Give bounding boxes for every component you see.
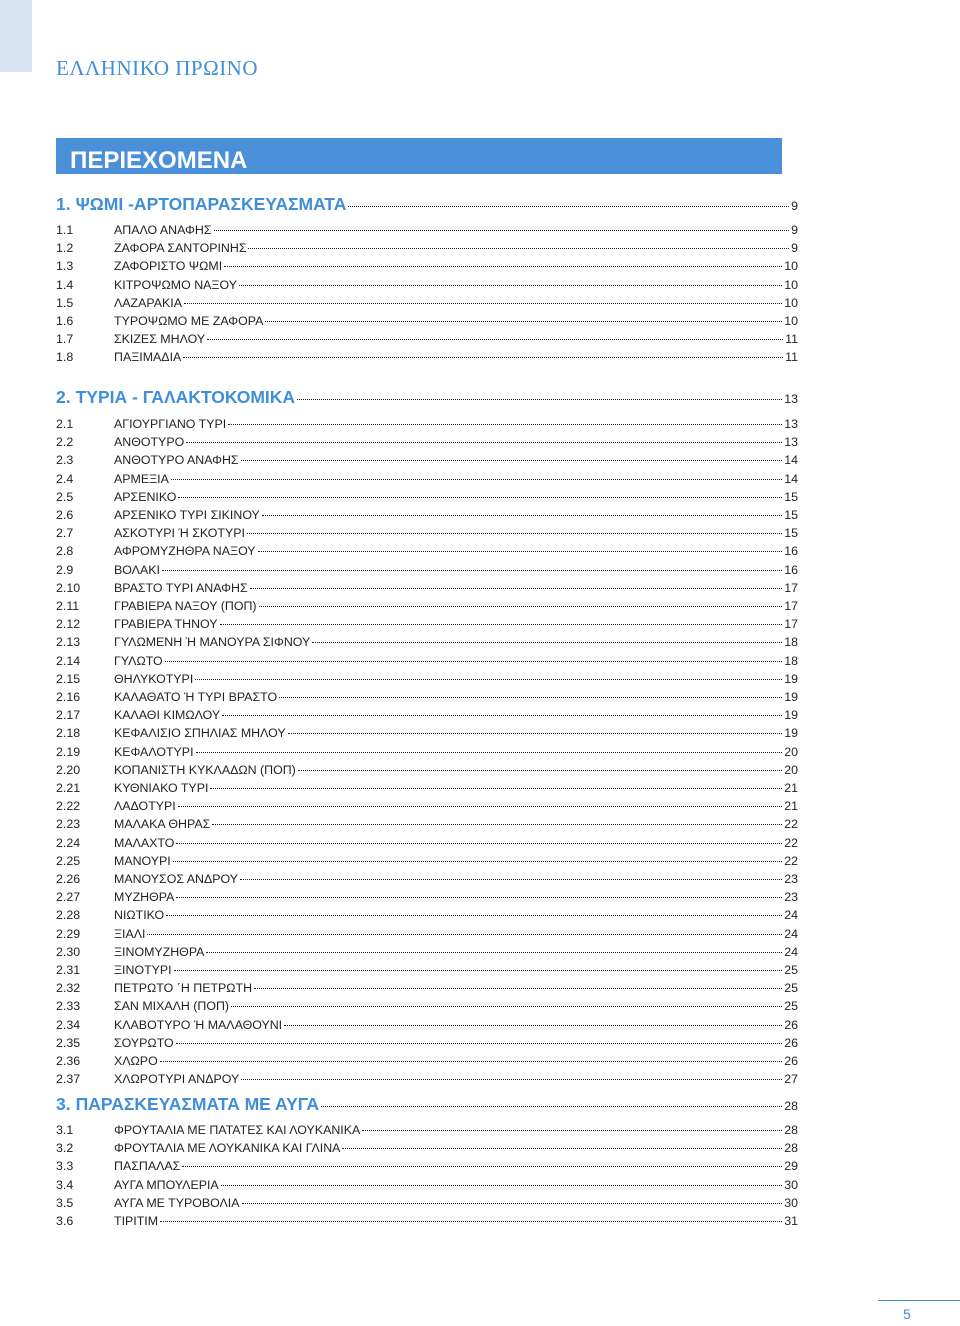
dot-leader: [212, 824, 782, 825]
toc-entry[interactable]: [56, 470, 798, 488]
entry-page: 25: [784, 981, 798, 996]
entry-page: 27: [784, 1072, 798, 1087]
toc-entry[interactable]: [56, 1157, 798, 1175]
entry-number: 2.37: [56, 1072, 81, 1087]
entry-title: ΧΛΩΡΟ: [114, 1054, 158, 1068]
entry-number: 1.7: [56, 332, 74, 347]
section-number: 1.: [56, 194, 71, 214]
entry-number: 2.8: [56, 544, 74, 559]
entry-number: 2.14: [56, 653, 81, 668]
dot-leader: [176, 1043, 783, 1044]
toc-entry[interactable]: [56, 633, 798, 651]
toc-entry[interactable]: [56, 888, 798, 906]
entry-number: 2.10: [56, 580, 81, 595]
dot-leader: [214, 230, 790, 231]
dot-leader: [240, 879, 782, 880]
dot-leader: [160, 1061, 782, 1062]
toc-entry[interactable]: [56, 451, 798, 469]
dot-leader: [241, 1079, 782, 1080]
toc-entry[interactable]: [56, 615, 798, 633]
entry-page: 13: [784, 417, 798, 431]
dot-leader: [248, 248, 789, 249]
toc-entry[interactable]: [56, 348, 798, 366]
entry-title: ΚΥΘΝΙΑΚΟ ΤΥΡΙ: [114, 781, 209, 795]
dot-leader: [254, 988, 782, 989]
dot-leader: [348, 206, 789, 207]
entry-number: 2.5: [56, 489, 74, 504]
toc-entry[interactable]: [56, 239, 798, 257]
entry-number: 2.24: [56, 835, 81, 850]
entry-page: 30: [784, 1195, 798, 1210]
entry-page: 19: [784, 690, 798, 704]
entry-title: ΜΑΝΟΥΣΟΣ ΑΝΔΡΟΥ: [114, 872, 239, 886]
entry-title: ΚΕΦΑΛΙΣΙΟ ΣΠΗΛΙΑΣ ΜΗΛΟΥ: [114, 726, 286, 741]
entry-title: ΚΙΤΡΟΨΩΜΟ ΝΑΞΟΥ: [114, 277, 237, 292]
entry-number: 2.33: [56, 999, 81, 1014]
toc-section-heading[interactable]: [56, 1093, 798, 1115]
entry-page: 23: [784, 890, 798, 905]
entry-page: 10: [784, 277, 798, 292]
entry-number: 1.2: [56, 241, 74, 256]
entry-number: 2.20: [56, 762, 81, 777]
entry-page: 20: [784, 762, 798, 777]
entry-page: 21: [784, 781, 798, 795]
entry-page: 24: [784, 926, 798, 941]
entry-title: ΜΥΖΗΘΡΑ: [114, 890, 175, 905]
toc-entry[interactable]: [56, 724, 798, 742]
dot-leader: [247, 533, 782, 534]
entry-number: 2.22: [56, 799, 81, 814]
entry-number: 2.12: [56, 617, 81, 632]
entry-page: 22: [784, 835, 798, 850]
entry-number: 2.2: [56, 435, 74, 450]
dot-leader: [321, 1106, 782, 1107]
entry-title: ΤΥΡΟΨΩΜΟ ΜΕ ΖΑΦΟΡΑ: [114, 314, 264, 328]
entry-title: ΠΕΤΡΩΤΟ ΄Η ΠΕΤΡΩΤΗ: [114, 981, 253, 996]
dot-leader: [258, 551, 783, 552]
dot-leader: [297, 399, 782, 400]
entry-title: ΚΕΦΑΛΟΤΥΡΙ: [114, 744, 194, 759]
page-number: 5: [903, 1306, 911, 1322]
entry-page: 30: [784, 1177, 798, 1192]
entry-page: 24: [784, 908, 798, 923]
dot-leader: [265, 321, 782, 322]
entry-page: 16: [784, 544, 798, 559]
dot-leader: [342, 1148, 782, 1149]
entry-title: ΑΠΑΛΟ ΑΝΑΦΗΣ: [114, 223, 212, 237]
dot-leader: [279, 697, 782, 698]
entry-title: ΑΝΘΟΤΥΡΟ ΑΝΑΦΗΣ: [114, 453, 239, 468]
dot-leader: [195, 679, 782, 680]
entry-page: 26: [784, 1054, 798, 1068]
entry-page: 17: [784, 617, 798, 632]
dot-leader: [288, 733, 783, 734]
toc-entry[interactable]: [56, 852, 798, 870]
dot-leader: [206, 952, 782, 953]
entry-number: 2.16: [56, 690, 81, 704]
toc-entry[interactable]: [56, 834, 798, 852]
entry-number: 2.29: [56, 926, 81, 941]
dot-leader: [184, 303, 782, 304]
entry-page: 19: [784, 708, 798, 723]
entry-title: ΧΛΩΡΟΤΥΡΙ ΑΝΔΡΟΥ: [114, 1072, 240, 1087]
toc-entry[interactable]: [56, 312, 798, 330]
entry-number: 2.3: [56, 453, 74, 468]
toc-entry[interactable]: [56, 221, 798, 239]
entry-page: 10: [784, 295, 798, 310]
toc-entry[interactable]: [56, 961, 798, 979]
entry-number: 3.1: [56, 1123, 74, 1137]
section-title: ΠΑΡΑΣΚΕΥΑΣΜΑΤΑ ΜΕ ΑΥΓΑ: [75, 1094, 320, 1114]
toc-entry[interactable]: [56, 1121, 798, 1139]
entry-title: ΖΑΦΟΡΙΣΤΟ ΨΩΜΙ: [114, 259, 223, 274]
entry-number: 1.6: [56, 314, 74, 328]
toc-entry[interactable]: [56, 1070, 798, 1088]
toc-entry[interactable]: [56, 706, 798, 724]
entry-page: 16: [784, 562, 798, 577]
dot-leader: [176, 843, 782, 844]
entry-title: ΜΑΛΑΧΤΟ: [114, 835, 175, 850]
dot-leader: [231, 1006, 782, 1007]
dot-leader: [186, 442, 782, 443]
entry-page: 11: [785, 332, 798, 347]
entry-number: 2.15: [56, 671, 81, 686]
entry-number: 2.36: [56, 1054, 81, 1068]
entry-number: 2.26: [56, 872, 81, 886]
entry-number: 3.3: [56, 1159, 74, 1174]
dot-leader: [221, 1185, 783, 1186]
entry-page: 9: [791, 241, 798, 256]
entry-title: ΑΦΡΟΜΥΖΗΘΡΑ ΝΑΞΟΥ: [114, 544, 256, 559]
entry-title: ΒΡΑΣΤΟ ΤΥΡΙ ΑΝΑΦΗΣ: [114, 580, 248, 595]
dot-leader: [166, 915, 782, 916]
dot-leader: [171, 479, 782, 480]
toc-entry[interactable]: [56, 1212, 798, 1230]
entry-number: 3.6: [56, 1214, 74, 1228]
toc-entry[interactable]: [56, 294, 798, 312]
dot-leader: [222, 715, 782, 716]
entry-page: 26: [784, 1017, 798, 1032]
entry-title: ΣΑΝ ΜΙΧΑΛΗ (ΠΟΠ): [114, 999, 230, 1014]
dot-leader: [220, 624, 783, 625]
dot-leader: [174, 970, 783, 971]
dot-leader: [162, 570, 782, 571]
entry-number: 2.34: [56, 1017, 81, 1032]
entry-page: 15: [784, 508, 798, 522]
entry-number: 3.2: [56, 1141, 74, 1156]
toc-entry[interactable]: [56, 870, 798, 888]
entry-title: ΞΙΝΟΜΥΖΗΘΡΑ: [114, 944, 205, 959]
dot-leader: [262, 515, 782, 516]
toc-entry[interactable]: [56, 652, 798, 670]
entry-number: 2.4: [56, 471, 74, 486]
entry-title: ΛΑΖΑΡΑΚΙΑ: [114, 295, 182, 310]
entry-page: 14: [784, 453, 798, 468]
entry-page: 29: [784, 1159, 798, 1174]
toc-entry[interactable]: [56, 415, 798, 433]
entry-number: 2.18: [56, 726, 81, 741]
entry-page: 26: [784, 1035, 798, 1050]
entry-title: ΣΟΥΡΩΤΟ: [114, 1035, 174, 1050]
page-number-rule: [878, 1300, 960, 1301]
dot-leader: [259, 606, 783, 607]
toc-section-heading[interactable]: [56, 193, 798, 215]
entry-page: 21: [784, 799, 798, 814]
entry-page: 9: [791, 223, 798, 237]
entry-title: ΠΑΣΠΑΛΑΣ: [114, 1159, 181, 1174]
entry-title: ΖΑΦΟΡΑ ΣΑΝΤΟΡΙΝΗΣ: [114, 241, 247, 256]
dot-leader: [165, 661, 783, 662]
toc-entry[interactable]: [56, 743, 798, 761]
dot-leader: [241, 460, 783, 461]
entry-title: ΑΥΓΑ ΜΠΟΥΛΕΡΙΑ: [114, 1177, 219, 1192]
entry-title: ΓΥΛΩΤΟ: [114, 653, 163, 668]
entry-number: 1.3: [56, 259, 74, 274]
entry-page: 31: [784, 1214, 798, 1228]
entry-title: ΑΝΘΟΤΥΡΟ: [114, 435, 185, 450]
toc-entry[interactable]: [56, 906, 798, 924]
entry-page: 14: [784, 471, 798, 486]
dot-leader: [298, 770, 782, 771]
toc-entry[interactable]: [56, 597, 798, 615]
entry-number: 2.28: [56, 908, 81, 923]
entry-page: 24: [784, 944, 798, 959]
entry-page: 18: [784, 635, 798, 650]
entry-page: 25: [784, 999, 798, 1014]
entry-title: ΜΑΝΟΥΡΙ: [114, 853, 171, 868]
toc-entry[interactable]: [56, 276, 798, 294]
dot-leader: [178, 497, 782, 498]
entry-page: 18: [784, 653, 798, 668]
dot-leader: [147, 934, 782, 935]
toc-entry[interactable]: [56, 1034, 798, 1052]
entry-number: 2.17: [56, 708, 81, 723]
toc-entry[interactable]: [56, 943, 798, 961]
entry-title: ΑΡΣΕΝΙΚΟ ΤΥΡΙ ΣΙΚΙΝΟΥ: [114, 508, 260, 522]
section-page: 13: [784, 392, 798, 406]
entry-title: ΚΟΠΑΝΙΣΤΗ ΚΥΚΛΑΔΩΝ (ΠΟΠ): [114, 762, 296, 777]
toc-entry[interactable]: [56, 524, 798, 542]
dot-leader: [196, 752, 783, 753]
entry-title: ΑΥΓΑ ΜΕ ΤΥΡΟΒΟΛΙΑ: [114, 1195, 240, 1210]
entry-page: 28: [784, 1123, 798, 1137]
entry-number: 3.5: [56, 1195, 74, 1210]
toc-entry[interactable]: [56, 925, 798, 943]
entry-page: 15: [784, 489, 798, 504]
entry-title: ΤΙΡΙΤΙΜ: [114, 1214, 159, 1228]
toc-header-bar: [56, 138, 782, 174]
entry-number: 2.27: [56, 890, 81, 905]
entry-title: ΞΙΑΛΙ: [114, 926, 146, 941]
entry-number: 1.8: [56, 350, 74, 365]
toc-entry[interactable]: [56, 257, 798, 275]
dot-leader: [239, 285, 782, 286]
entry-page: 19: [784, 671, 798, 686]
toc-entry[interactable]: [56, 1139, 798, 1157]
toc-entry[interactable]: [56, 433, 798, 451]
toc-title: ΠΕΡΙΕΧΟΜΕΝΑ: [70, 147, 248, 174]
toc-entry[interactable]: [56, 761, 798, 779]
section-number: 3.: [56, 1094, 71, 1114]
entry-number: 2.23: [56, 817, 81, 832]
entry-number: 2.30: [56, 944, 81, 959]
entry-title: ΓΡΑΒΙΕΡΑ ΤΗΝΟΥ: [114, 617, 218, 632]
dot-leader: [182, 1166, 782, 1167]
entry-number: 2.31: [56, 963, 81, 977]
dot-leader: [160, 1221, 782, 1222]
toc-entry[interactable]: [56, 579, 798, 597]
entry-number: 1.5: [56, 295, 74, 310]
entry-title: ΣΚΙΖΕΣ ΜΗΛΟΥ: [114, 332, 206, 347]
entry-title: ΘΗΛΥΚΟΤΥΡΙ: [114, 671, 194, 686]
toc-entry[interactable]: [56, 542, 798, 560]
entry-title: ΓΡΑΒΙΕΡΑ ΝΑΞΟΥ (ΠΟΠ): [114, 599, 257, 613]
entry-page: 11: [785, 350, 798, 365]
dot-leader: [362, 1130, 782, 1131]
toc-entry[interactable]: [56, 815, 798, 833]
entry-number: 2.11: [56, 599, 80, 613]
entry-page: 22: [784, 817, 798, 832]
entry-page: 28: [784, 1141, 798, 1156]
entry-page: 19: [784, 726, 798, 741]
dot-leader: [242, 1203, 783, 1204]
entry-title: ΜΑΛΑΚΑ ΘΗΡΑΣ: [114, 817, 211, 832]
entry-number: 2.21: [56, 781, 81, 795]
entry-title: ΝΙΩΤΙΚΟ: [114, 908, 165, 923]
dot-leader: [312, 642, 782, 643]
entry-title: ΦΡΟΥΤΑΛΙΑ ΜΕ ΠΑΤΑΤΕΣ ΚΑΙ ΛΟΥΚΑΝΙΚΑ: [114, 1123, 361, 1137]
book-title: ΕΛΛΗΝΙΚΟ ΠΡΩΙΝΟ: [56, 56, 259, 80]
entry-title: ΦΡΟΥΤΑΛΙΑ ΜΕ ΛΟΥΚΑΝΙΚΑ ΚΑΙ ΓΛΙΝΑ: [114, 1141, 341, 1156]
toc-section-heading[interactable]: [56, 386, 798, 408]
toc-entry[interactable]: [56, 670, 798, 688]
toc-entry[interactable]: [56, 979, 798, 997]
entry-number: 2.19: [56, 744, 81, 759]
entry-number: 2.25: [56, 853, 81, 868]
toc-entry[interactable]: [56, 797, 798, 815]
toc-entry[interactable]: [56, 997, 798, 1015]
entry-page: 15: [784, 526, 798, 541]
corner-tab-decoration: [0, 0, 32, 72]
entry-title: ΑΡΣΕΝΙΚΟ: [114, 489, 177, 504]
entry-title: ΠΑΞΙΜΑΔΙΑ: [114, 350, 182, 365]
dot-leader: [173, 861, 782, 862]
section-page: 28: [784, 1099, 798, 1113]
entry-number: 2.13: [56, 635, 81, 650]
entry-title: ΑΡΜΕΞΙΑ: [114, 471, 169, 486]
section-title: ΤΥΡΙΑ - ΓΑΛΑΚΤΟΚΟΜΙΚΑ: [75, 387, 296, 407]
section-title: ΨΩΜΙ -ΑΡΤΟΠΑΡΑΣΚΕΥΑΣΜΑΤΑ: [75, 194, 347, 214]
entry-title: ΛΑΔΟΤΥΡΙ: [114, 799, 176, 814]
entry-page: 10: [784, 259, 798, 274]
section-page: 9: [791, 199, 798, 213]
section-number: 2.: [56, 387, 71, 407]
dot-leader: [183, 357, 783, 358]
dot-leader: [228, 424, 782, 425]
entry-page: 25: [784, 963, 798, 977]
dot-leader: [224, 266, 782, 267]
toc-entry[interactable]: [56, 688, 798, 706]
entry-title: ΚΑΛΑΘΙ ΚΙΜΩΛΟΥ: [114, 708, 221, 723]
entry-number: 2.9: [56, 562, 74, 577]
entry-title: ΚΛΑΒΟΤΥΡΟ Ή ΜΑΛΑΘΟΥΝΙ: [114, 1017, 283, 1032]
dot-leader: [176, 897, 782, 898]
entry-title: ΞΙΝΟΤΥΡΙ: [114, 963, 172, 977]
entry-page: 23: [784, 872, 798, 886]
toc-entry[interactable]: [56, 1194, 798, 1212]
entry-page: 13: [784, 435, 798, 450]
entry-page: 17: [784, 599, 798, 613]
toc-entry[interactable]: [56, 506, 798, 524]
toc-entry[interactable]: [56, 561, 798, 579]
entry-page: 10: [784, 314, 798, 328]
entry-number: 3.4: [56, 1177, 74, 1192]
dot-leader: [284, 1025, 782, 1026]
toc-entry[interactable]: [56, 1176, 798, 1194]
entry-page: 20: [784, 744, 798, 759]
entry-title: ΑΣΚΟΤΥΡΙ Ή ΣΚΟΤΥΡΙ: [114, 526, 245, 541]
entry-title: ΒΟΛΑΚΙ: [114, 562, 160, 577]
toc-entry[interactable]: [56, 779, 798, 797]
dot-leader: [250, 588, 783, 589]
entry-page: 17: [784, 580, 798, 595]
entry-number: 2.7: [56, 526, 74, 541]
entry-title: ΓΥΛΩΜΕΝΗ Ή ΜΑΝΟΥΡΑ ΣΙΦΝΟΥ: [114, 635, 311, 650]
entry-number: 1.1: [56, 223, 74, 237]
toc-entry[interactable]: [56, 1016, 798, 1034]
toc-entry[interactable]: [56, 488, 798, 506]
toc-entry[interactable]: [56, 1052, 798, 1070]
entry-page: 22: [784, 853, 798, 868]
entry-number: 1.4: [56, 277, 74, 292]
dot-leader: [178, 806, 782, 807]
dot-leader: [207, 339, 783, 340]
toc-entry[interactable]: [56, 330, 798, 348]
entry-title: ΑΓΙΟΥΡΓΙΑΝΟ ΤΥΡΙ: [114, 417, 227, 431]
entry-number: 2.35: [56, 1035, 81, 1050]
entry-number: 2.6: [56, 508, 74, 522]
dot-leader: [210, 788, 782, 789]
entry-number: 2.32: [56, 981, 81, 996]
entry-title: ΚΑΛΑΘΑΤΟ Ή ΤΥΡΙ ΒΡΑΣΤΟ: [114, 690, 278, 704]
entry-number: 2.1: [56, 417, 74, 431]
